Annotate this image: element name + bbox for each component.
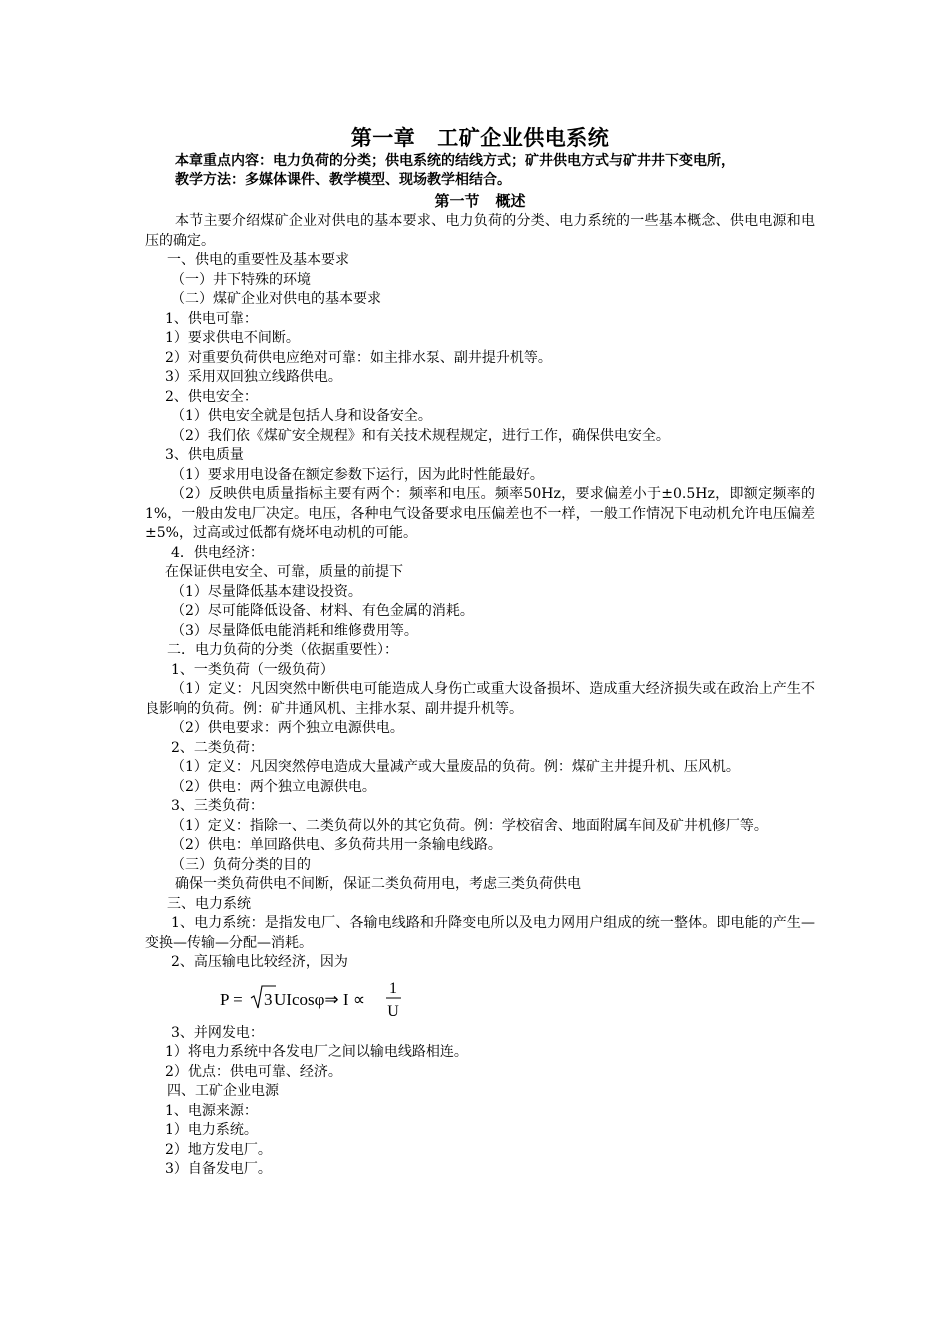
heading-3: 三、电力系统 — [167, 895, 251, 912]
list-item: （2）供电要求：两个独立电源供电。 — [171, 720, 404, 736]
paragraph: （2）反映供电质量指标主要有两个：频率和电压。频率50Hz，要求偏差小于±0.5Hz，即额定频率的1%，一般由发电厂决定。电压，各种电气设备要求电压偏差也不一样，一般工作情况下电动机允许电压偏差±5%，过高或过低都有烧坏电动机的可能。 — [145, 486, 815, 541]
formula-root-arg: 3 — [264, 989, 273, 1009]
heading-4: 四、工矿企业电源 — [167, 1083, 279, 1099]
list-item: 1）将电力系统中各发电厂之间以输电线路相连。 — [165, 1044, 468, 1060]
formula-numerator: 1 — [389, 979, 397, 997]
item-heading: 4．供电经济： — [171, 544, 264, 561]
list-item: （2）供电：两个独立电源供电。 — [171, 778, 376, 795]
paragraph: （1）定义：凡因突然中断供电可能造成人身伤亡或重大设备损坏、造成重大经济损失或在政治上产生不良影响的负荷。例：矿井通风机、主排水泵、副井提升机等。 — [145, 681, 815, 717]
formula-rhs: UIcosφ⇒ I ∝ — [274, 989, 365, 1009]
list-item: （2）供电：单回路供电、多负荷共用一条输电线路。 — [171, 837, 502, 853]
list-item: （1）尽量降低基本建设投资。 — [171, 583, 362, 600]
list-item: 2）对重要负荷供电应绝对可靠：如主排水泵、副井提升机等。 — [165, 349, 552, 366]
section-prefix: 第一节 — [434, 192, 480, 210]
section-title — [145, 190, 815, 212]
item-heading: 1、一类负荷（一级负荷） — [171, 661, 334, 678]
formula-denominator: U — [387, 1002, 399, 1020]
power-formula — [145, 976, 815, 1020]
section-name: 概述 — [495, 192, 526, 210]
item-heading: 2、二类负荷： — [171, 739, 264, 756]
item-heading: 2、高压输电比较经济，因为 — [171, 954, 348, 970]
paragraph: 在保证供电安全、可靠，质量的前提下 — [165, 564, 403, 580]
list-item: （1）要求用电设备在额定参数下运行，因为此时性能最好。 — [171, 466, 544, 483]
paragraph: （1）定义：凡因突然停电造成大量减产或大量废品的负荷。例：煤矿主井提升机、压风机。 — [171, 759, 740, 775]
list-item: （3）尽量降低电能消耗和维修费用等。 — [171, 622, 418, 639]
key-points: 本章重点内容：电力负荷的分类；供电系统的结线方式；矿井供电方式与矿井井下变电所， — [175, 153, 735, 169]
list-item: 1）要求供电不间断。 — [165, 330, 300, 346]
subheading: （二）煤矿企业对供电的基本要求 — [171, 291, 381, 307]
list-item: （1）供电安全就是包括人身和设备安全。 — [171, 408, 432, 424]
list-item: 1）电力系统。 — [165, 1122, 258, 1138]
subheading: （一）井下特殊的环境 — [171, 271, 311, 288]
item-heading: 3、并网发电： — [171, 1024, 264, 1041]
item-heading: 3、供电质量 — [165, 447, 244, 463]
document-page — [145, 124, 815, 1180]
formula-graphic — [220, 976, 480, 1022]
item-heading: 1、电源来源： — [165, 1102, 258, 1119]
item-heading: 3、三类负荷： — [171, 798, 264, 814]
paragraph: 1、电力系统：是指发电厂、各输电线路和升降变电所以及电力网用户组成的统一整体。即电能的产生—变换—传输—分配—消耗。 — [145, 915, 815, 951]
chapter-title — [145, 124, 815, 152]
teaching-method: 教学方法：多媒体课件、教学模型、现场教学相结合。 — [175, 172, 511, 188]
heading-2: 二．电力负荷的分类（依据重要性）： — [167, 642, 398, 658]
paragraph: 确保一类负荷供电不间断，保证二类负荷用电，考虑三类负荷供电 — [175, 876, 581, 892]
formula-lhs: P = — [220, 989, 243, 1009]
subheading: （三）负荷分类的目的 — [171, 856, 311, 873]
list-item: 3）采用双回独立线路供电。 — [165, 369, 342, 385]
heading-1: 一、供电的重要性及基本要求 — [167, 252, 349, 268]
list-item: 3）自备发电厂。 — [165, 1161, 272, 1177]
list-item: （2）我们依《煤矿安全规程》和有关技术规程规定，进行工作，确保供电安全。 — [171, 427, 670, 444]
chapter-name: 工矿企业供电系统 — [437, 126, 610, 150]
list-item: 2）地方发电厂。 — [165, 1141, 272, 1158]
chapter-prefix: 第一章 — [350, 126, 416, 150]
item-heading: 2、供电安全： — [165, 388, 258, 405]
list-item: （2）尽可能降低设备、材料、有色金属的消耗。 — [171, 603, 474, 619]
intro-paragraph: 本节主要介绍煤矿企业对供电的基本要求、电力负荷的分类、电力系统的一些基本概念、供电电源和电压的确定。 — [145, 213, 815, 249]
item-heading: 1、供电可靠： — [165, 310, 258, 327]
paragraph: （1）定义：指除一、二类负荷以外的其它负荷。例：学校宿舍、地面附属车间及矿井机修厂等。 — [171, 817, 768, 834]
list-item: 2）优点：供电可靠、经济。 — [165, 1063, 342, 1080]
